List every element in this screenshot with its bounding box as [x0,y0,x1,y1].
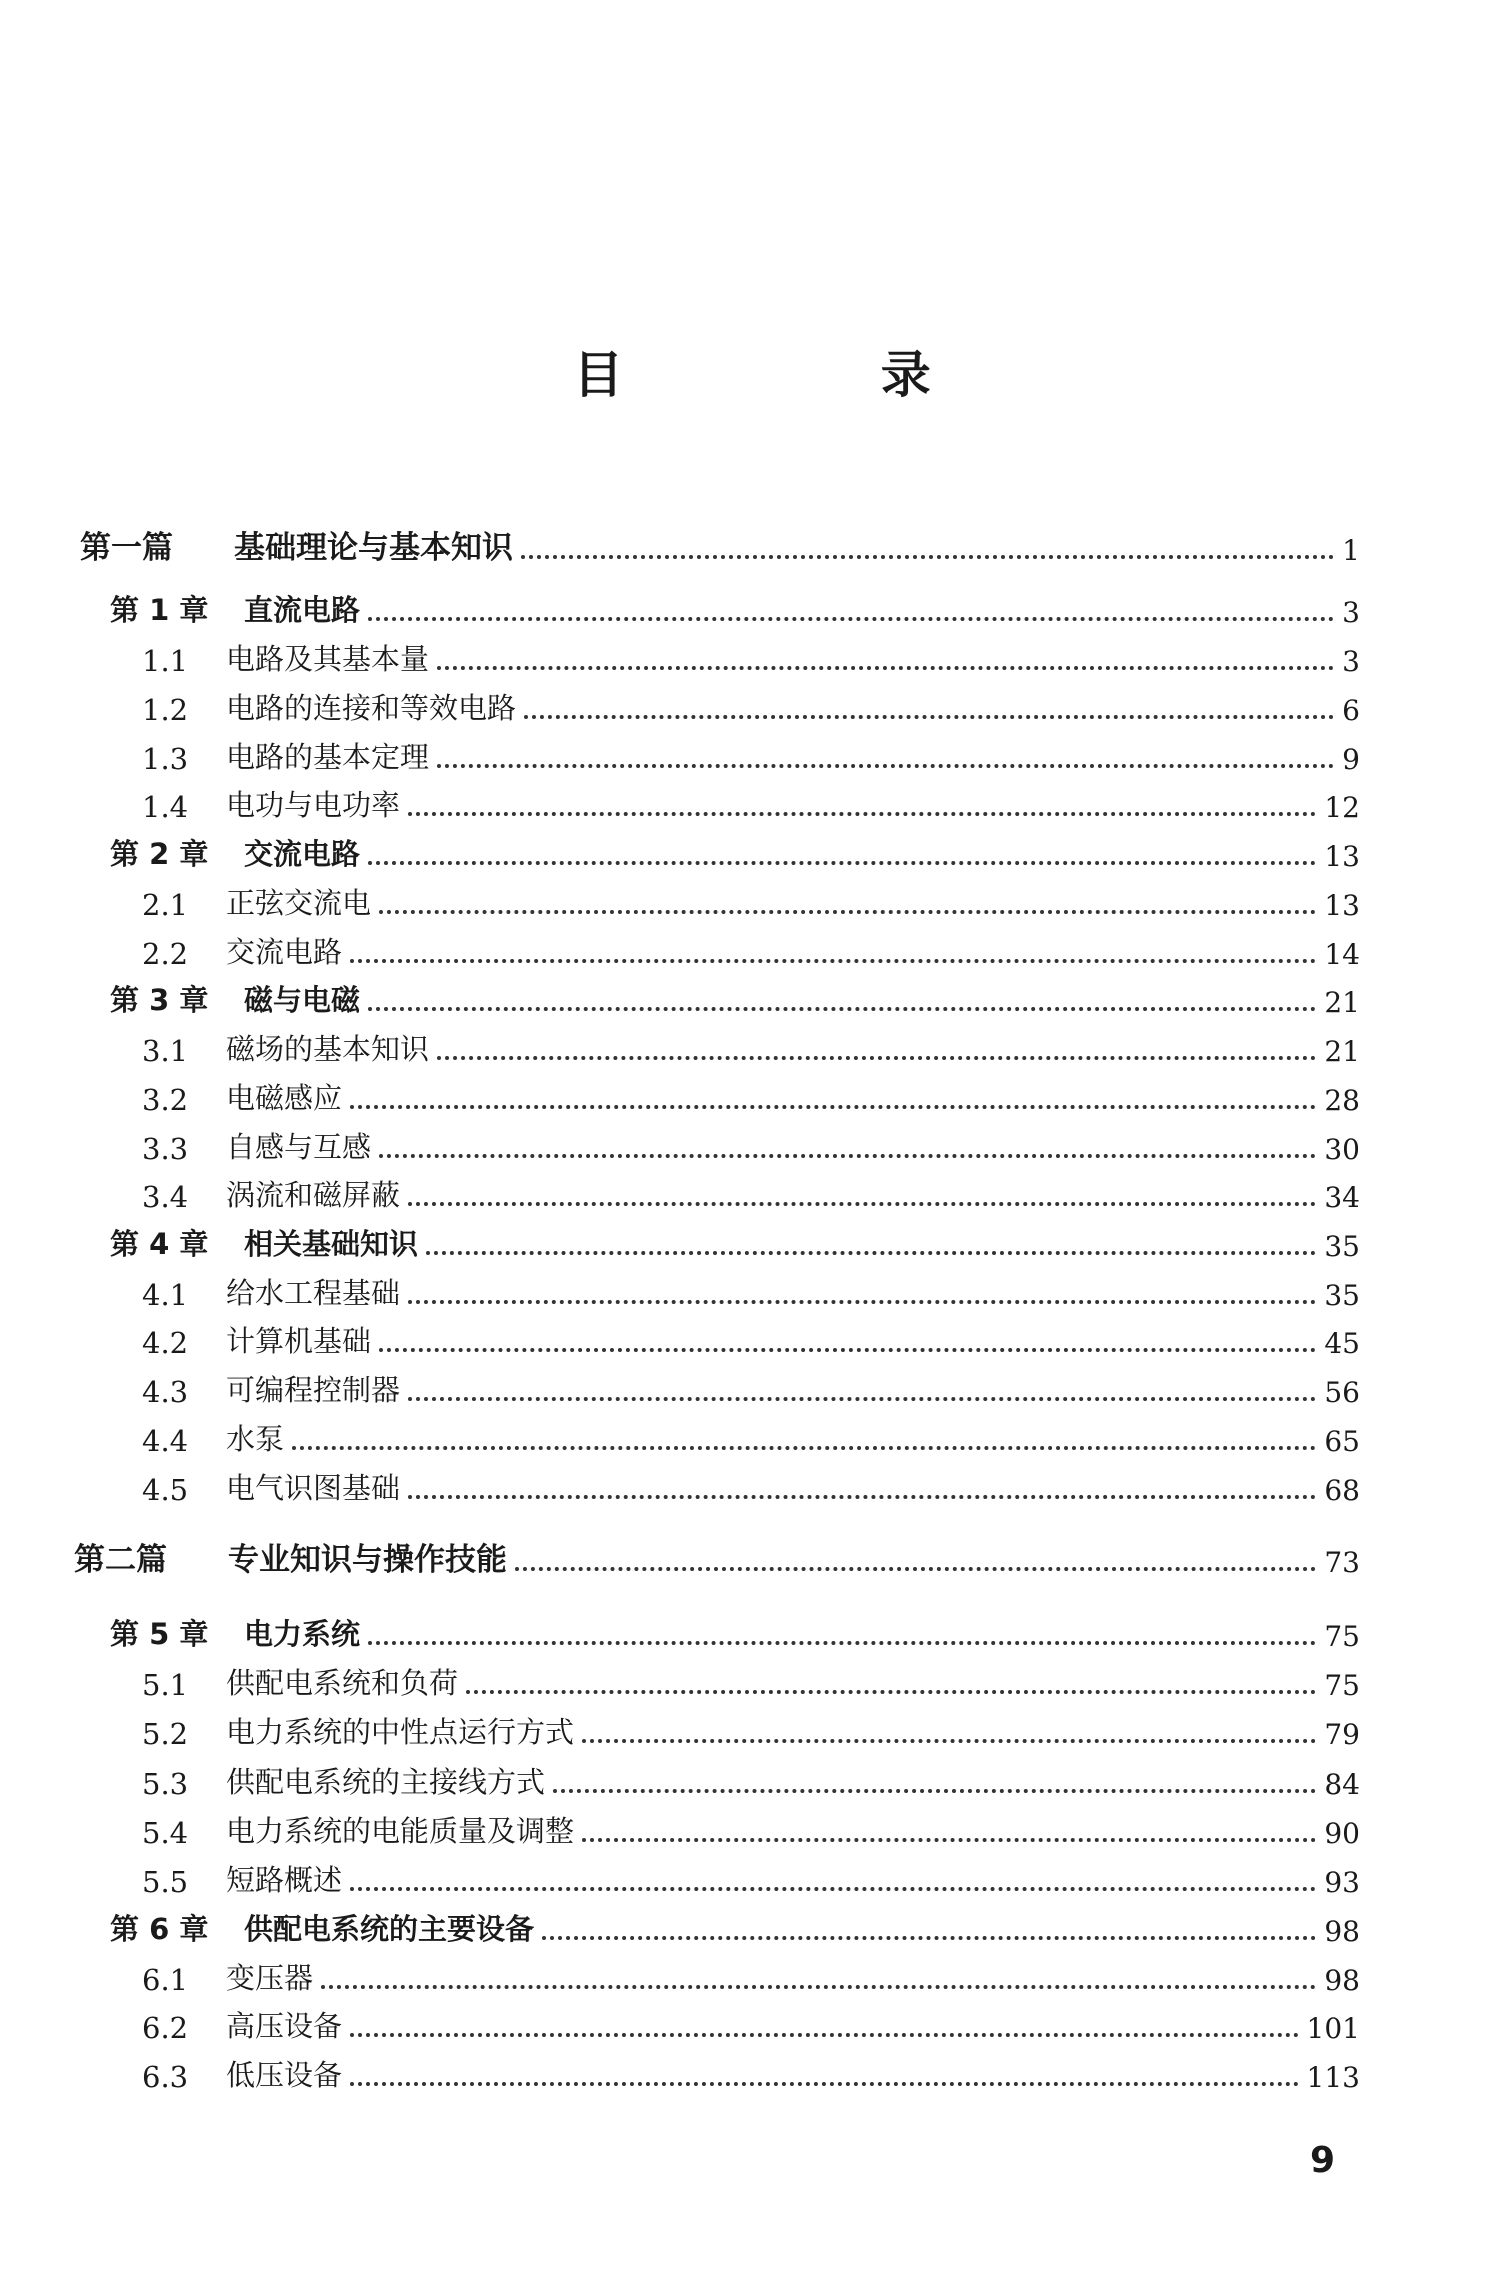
toc-entry-label: 电路的连接和等效电路 [226,691,517,725]
toc-page-number: 13 [1324,840,1360,873]
toc-entry-number: 3.3 [142,1132,189,1166]
toc-entry-number: 第 2 章 [110,837,209,871]
toc-page-number: 14 [1324,938,1360,971]
toc-leader-dots [524,715,1334,719]
toc-entry-number: 1.4 [142,790,189,824]
toc-entry-label: 直流电路 [244,593,361,627]
page-number: 9 [1310,2140,1336,2181]
toc-leader-dots [408,1397,1316,1401]
toc-section-row [142,1757,1360,1801]
toc-page-number: 12 [1324,791,1360,824]
toc-entry-number: 4.2 [142,1326,189,1360]
toc-page-number: 75 [1324,1669,1360,1702]
toc-entry-label: 磁场的基本知识 [226,1032,430,1066]
toc-entry-number: 第 6 章 [110,1912,209,1946]
toc-leader-dots [542,1936,1316,1940]
toc-section-row [142,732,1360,776]
toc-entry-number: 6.2 [142,2011,189,2045]
toc-entry-label: 供配电系统的主要设备 [244,1912,535,1946]
toc-page-number: 101 [1306,2012,1360,2045]
toc-leader-dots [582,1739,1316,1743]
toc-leader-dots [426,1251,1316,1255]
toc-page-number: 28 [1324,1084,1360,1117]
toc-chapter-row [110,975,1360,1019]
toc-leader-dots [350,959,1316,963]
toc-section-row [142,2050,1360,2094]
toc-page-number: 113 [1306,2061,1360,2094]
toc-entry-number: 4.1 [142,1278,189,1312]
toc-leader-dots [582,1838,1316,1842]
toc-entry-number: 第一篇 [80,530,173,566]
toc-entry-label: 相关基础知识 [244,1227,419,1261]
toc-entry-label: 短路概述 [226,1863,343,1897]
toc-leader-dots [292,1446,1316,1450]
toc-entry-number: 5.4 [142,1816,189,1850]
toc-leader-dots [553,1789,1316,1793]
toc-entry-number: 第 4 章 [110,1227,209,1261]
toc-entry-number: 第 5 章 [110,1617,209,1651]
toc-section-row [142,634,1360,678]
toc-section-row [142,1658,1360,1702]
toc-leader-dots [350,1887,1316,1891]
toc-entry-label: 磁与电磁 [244,983,361,1017]
toc-page-number: 1 [1342,534,1360,567]
toc-leader-dots [408,1202,1316,1206]
toc-entry-label: 电力系统 [244,1617,361,1651]
toc-section-row [142,878,1360,922]
toc-section-row [142,1268,1360,1312]
toc-section-row [142,1073,1360,1117]
toc-entry-label: 涡流和磁屏蔽 [226,1178,401,1212]
toc-entry-label: 交流电路 [244,837,361,871]
toc-entry-number: 5.2 [142,1717,189,1751]
toc-page-number: 75 [1324,1620,1360,1653]
toc-entry-label: 电路的基本定理 [226,740,430,774]
toc-page-number: 79 [1324,1718,1360,1751]
toc-leader-dots [350,2033,1299,2037]
page-title: 目 录 [573,346,1051,404]
toc-section-row [142,1170,1360,1214]
toc-part-row [80,523,1360,567]
toc-page-number: 68 [1324,1474,1360,1507]
toc-entry-label: 水泵 [226,1422,285,1456]
toc-entry-number: 5.1 [142,1668,189,1702]
toc-entry-label: 自感与互感 [226,1130,372,1164]
toc-page-number: 35 [1324,1279,1360,1312]
toc-entry-label: 电功与电功率 [226,788,401,822]
toc-entry-label: 交流电路 [226,935,343,969]
toc-leader-dots [466,1690,1316,1694]
toc-page-number: 13 [1324,889,1360,922]
toc-entry-number: 2.2 [142,937,189,971]
toc-leader-dots [408,1300,1316,1304]
toc-entry-number: 6.3 [142,2060,189,2094]
toc-page-number: 21 [1324,986,1360,1019]
toc-section-row [142,1365,1360,1409]
toc-page-number: 9 [1342,743,1360,776]
toc-section-row [142,1414,1360,1458]
toc-leader-dots [408,1495,1316,1499]
toc-entry-label: 高压设备 [226,2009,343,2043]
toc-page-number: 21 [1324,1035,1360,1068]
toc-entry-number: 1.1 [142,644,189,678]
toc-entry-number: 3.2 [142,1083,189,1117]
toc-entry-label: 电磁感应 [226,1081,343,1115]
toc-page-number: 34 [1324,1181,1360,1214]
toc-chapter-row [110,1904,1360,1948]
toc-page-number: 84 [1324,1768,1360,1801]
toc-entry-label: 供配电系统和负荷 [226,1666,459,1700]
toc-entry-number: 5.5 [142,1865,189,1899]
toc-chapter-row [110,585,1360,629]
toc-page-number: 3 [1342,596,1360,629]
toc-section-row [142,1707,1360,1751]
toc-entry-label: 电力系统的电能质量及调整 [226,1814,575,1848]
toc-entry-label: 电气识图基础 [226,1471,401,1505]
toc-entry-number: 2.1 [142,888,189,922]
toc-page-number: 98 [1324,1964,1360,1997]
toc-leader-dots [368,861,1316,865]
toc-section-row [142,1806,1360,1850]
toc-page-number: 30 [1324,1133,1360,1166]
toc-section-row [142,683,1360,727]
toc-section-row [142,927,1360,971]
toc-entry-label: 可编程控制器 [226,1373,401,1407]
toc-entry-number: 4.3 [142,1375,189,1409]
toc-section-row [142,780,1360,824]
toc-entry-label: 电路及其基本量 [226,642,430,676]
toc-section-row [142,2001,1360,2045]
toc-page-number: 93 [1324,1866,1360,1899]
toc-entry-label: 变压器 [226,1961,314,1995]
toc-entry-label: 给水工程基础 [226,1276,401,1310]
toc-entry-number: 1.3 [142,742,189,776]
toc-leader-dots [379,1154,1316,1158]
toc-leader-dots [350,2082,1299,2086]
toc-leader-dots [515,1567,1316,1571]
toc-page-number: 35 [1324,1230,1360,1263]
toc-leader-dots [437,1056,1316,1060]
toc-leader-dots [368,1641,1316,1645]
toc-leader-dots [368,617,1334,621]
toc-page-number: 45 [1324,1327,1360,1360]
toc-leader-dots [408,812,1316,816]
toc-section-row [142,1024,1360,1068]
toc-entry-number: 第二篇 [74,1542,167,1578]
toc-section-row [142,1463,1360,1507]
toc-chapter-row [110,1609,1360,1653]
toc-leader-dots [379,910,1316,914]
toc-leader-dots [350,1105,1316,1109]
toc-leader-dots [437,764,1334,768]
toc-entry-number: 3.4 [142,1180,189,1214]
toc-entry-label: 专业知识与操作技能 [228,1542,507,1578]
toc-leader-dots [521,555,1334,559]
toc-entry-label: 供配电系统的主接线方式 [226,1765,546,1799]
toc-section-row [142,1855,1360,1899]
toc-leader-dots [437,666,1334,670]
toc-leader-dots [321,1985,1316,1989]
toc-page-number: 98 [1324,1915,1360,1948]
toc-leader-dots [368,1007,1316,1011]
toc-entry-label: 低压设备 [226,2058,343,2092]
toc-entry-number: 4.4 [142,1424,189,1458]
toc-page-number: 56 [1324,1376,1360,1409]
toc-entry-number: 1.2 [142,693,189,727]
toc-page-number: 65 [1324,1425,1360,1458]
toc-entry-label: 基础理论与基本知识 [234,530,513,566]
toc-section-row [142,1953,1360,1997]
toc-chapter-row [110,1219,1360,1263]
toc-entry-number: 4.5 [142,1473,189,1507]
toc-entry-label: 计算机基础 [226,1324,372,1358]
toc-page-number: 3 [1342,645,1360,678]
toc-part-row [74,1535,1360,1579]
toc-entry-label: 电力系统的中性点运行方式 [226,1715,575,1749]
toc-page-number: 90 [1324,1817,1360,1850]
toc-leader-dots [379,1348,1316,1352]
toc-entry-number: 5.3 [142,1767,189,1801]
toc-chapter-row [110,829,1360,873]
toc-section-row [142,1316,1360,1360]
toc-entry-label: 正弦交流电 [226,886,372,920]
toc-page-number: 73 [1324,1546,1360,1579]
toc-entry-number: 6.1 [142,1963,189,1997]
toc-section-row [142,1122,1360,1166]
toc-entry-number: 第 1 章 [110,593,209,627]
toc-page-number: 6 [1342,694,1360,727]
toc-entry-number: 第 3 章 [110,983,209,1017]
toc-entry-number: 3.1 [142,1034,189,1068]
